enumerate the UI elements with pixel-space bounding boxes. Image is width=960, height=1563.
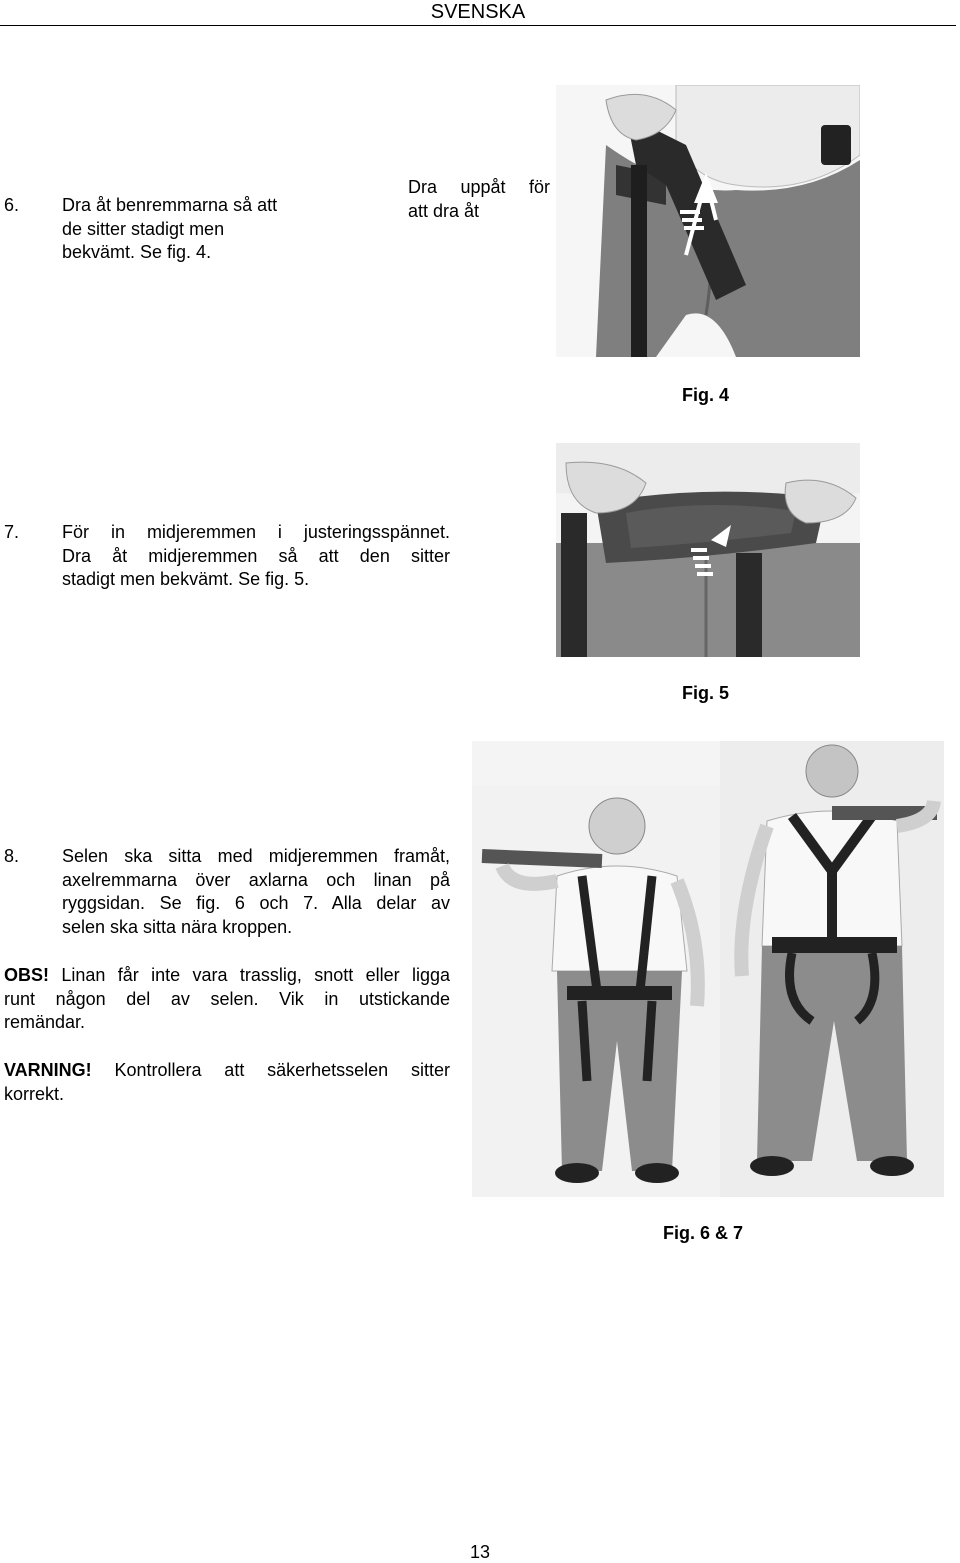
step-7-line-2: Dra åt midjeremmen så att den sitter: [62, 545, 450, 566]
step-6-line-1: Dra åt benremmarna så att: [62, 195, 278, 215]
warning-label: VARNING!: [4, 1060, 92, 1080]
step-8-line-2: axelremmarna över axlarna och linan på: [62, 869, 450, 890]
warning-first-line: Kontrollera att säkerhetsselen sitter: [114, 1060, 450, 1080]
page-number: 13: [469, 1542, 491, 1562]
fig-4-photo: [556, 85, 860, 357]
step-7-number: 7.: [4, 522, 20, 542]
step-6-line-3: bekvämt. Se fig. 4.: [62, 242, 212, 262]
fig-6-7-caption: Fig. 6 & 7: [663, 1223, 744, 1243]
step-7-text: [4, 521, 450, 592]
obs-first-line: Linan får inte vara trasslig, snott eller ligga: [61, 965, 450, 985]
step-8-line-3: ryggsidan. Se fig. 6 och 7. Alla delar av: [62, 893, 450, 913]
step-6-callout-line-2: att dra åt: [408, 200, 480, 221]
obs-label: OBS!: [4, 965, 49, 985]
step-6-text: [4, 194, 314, 265]
fig-6-7-photo: [472, 741, 944, 1197]
obs-line-3: remändar.: [4, 1012, 86, 1032]
step-6-number: 6.: [4, 195, 20, 215]
fig-4-caption: Fig. 4: [682, 385, 730, 405]
step-8-line-1: Selen ska sitta med midjeremmen framåt,: [62, 846, 450, 866]
header-title: SVENSKA: [430, 1, 526, 23]
step-6-callout-line-1: Dra uppåt för: [408, 177, 550, 197]
step-8-number: 8.: [4, 846, 20, 866]
header-rule: [0, 25, 956, 26]
obs-line-2: runt någon del av selen. Vik in utstickande: [4, 988, 450, 1009]
fig-5-caption: Fig. 5: [682, 683, 730, 703]
obs-note: [4, 964, 450, 1035]
warning-note: [4, 1059, 450, 1106]
fig-5-photo: [556, 443, 860, 657]
warning-line-2: korrekt.: [4, 1083, 65, 1104]
step-7-line-1: För in midjeremmen i justeringsspännet.: [62, 522, 450, 542]
step-8-text: [4, 845, 450, 939]
step-6-callout: [408, 176, 550, 223]
step-6-line-2: de sitter stadigt men: [62, 218, 225, 239]
obs-line-1: [4, 964, 450, 988]
step-7-line-3: stadigt men bekvämt. Se fig. 5.: [62, 569, 310, 589]
step-8-line-4: selen ska sitta nära kroppen.: [62, 916, 293, 937]
warning-line-1: [4, 1059, 450, 1083]
